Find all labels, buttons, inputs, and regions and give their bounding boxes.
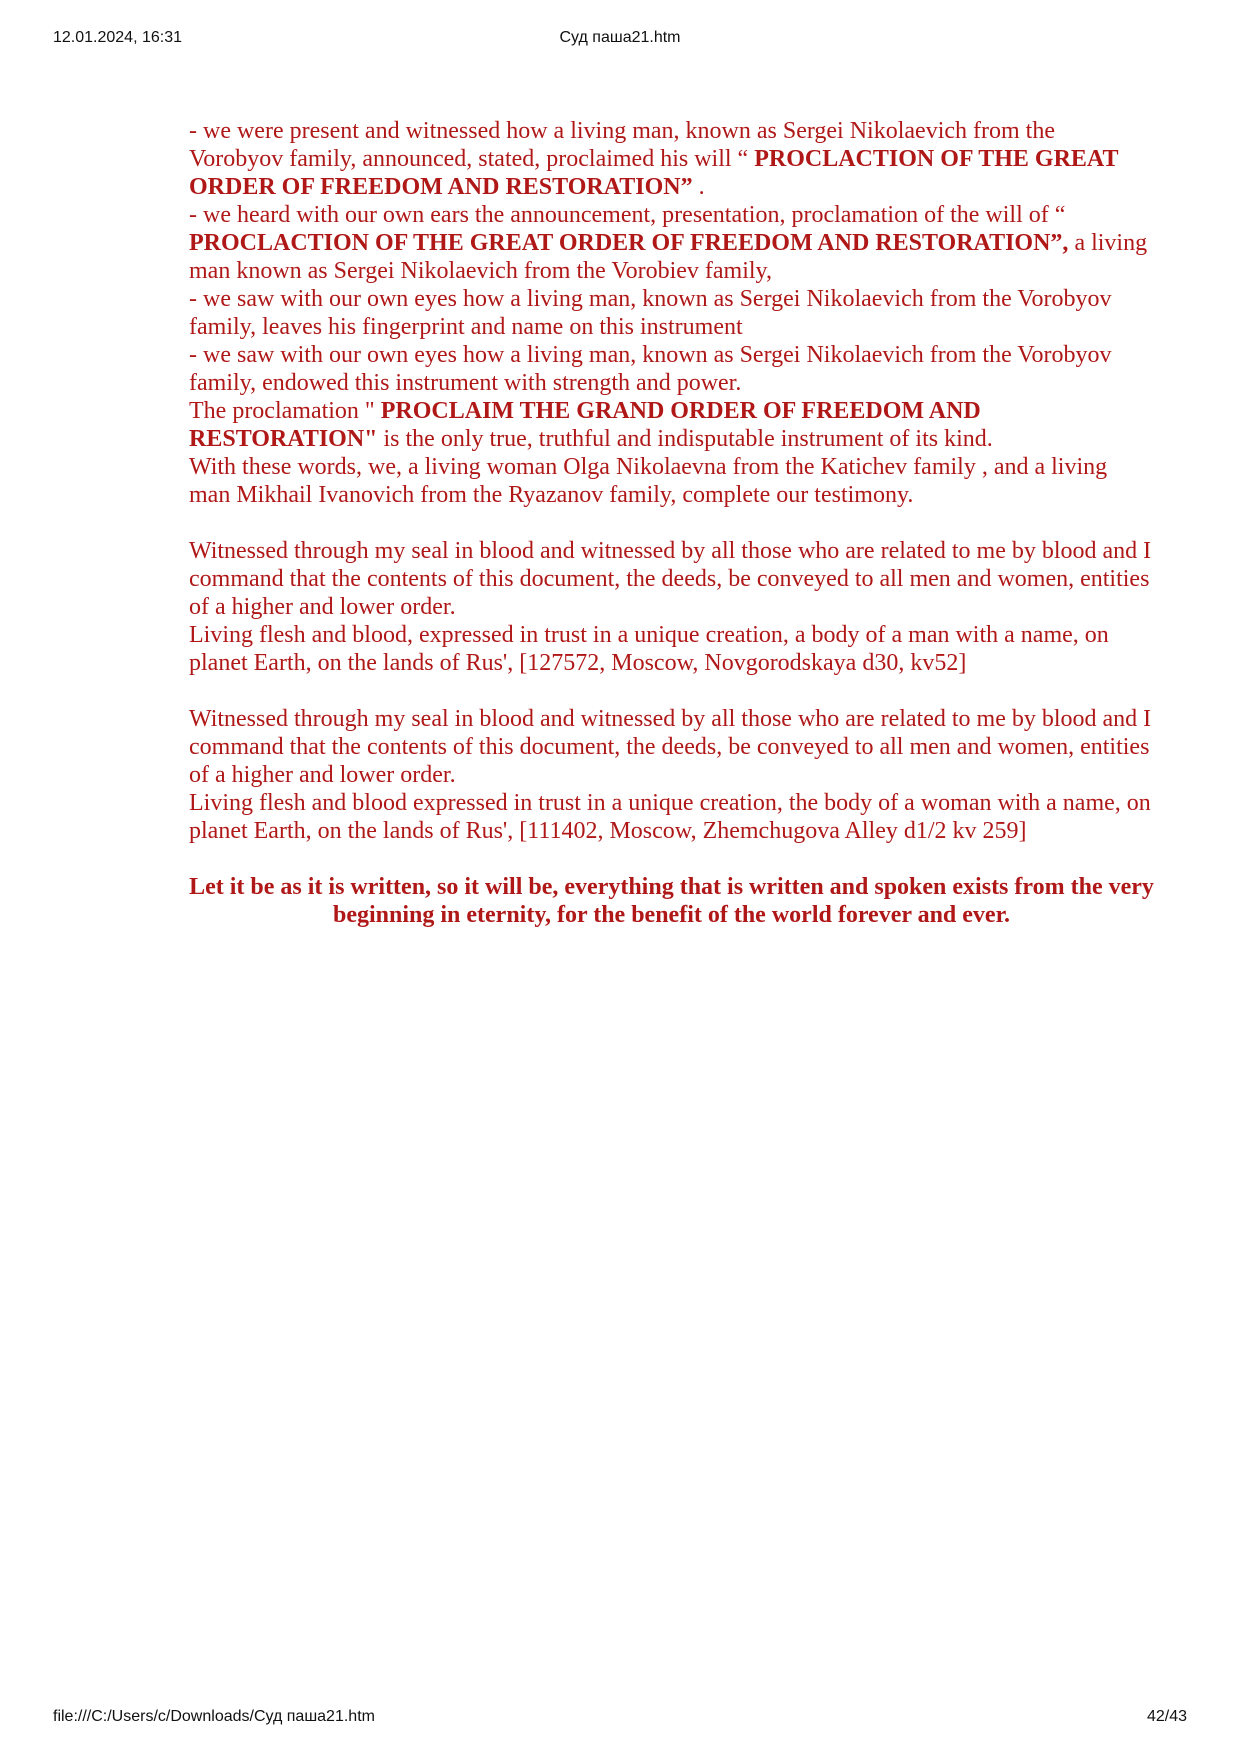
paragraph-present-witnessed (189, 117, 1154, 201)
closing-statement: Let it be as it is written, so it will be, everything that is written and spoken exists from the very beginning in eternity, for the benefit of the world forever and ever. (189, 874, 1154, 928)
paragraph-testimony: With these words, we, a living woman Olga Nikolaevna from the Katichev family , and a living man Mikhail Ivanovich from the Ryazanov family, complete our testimony. (189, 454, 1108, 508)
paragraph-proclamation (189, 397, 1154, 453)
paragraph-strength: - we saw with our own eyes how a living man, known as Sergei Nikolaevich from the Vorobyov family, endowed this instrument with strength and power. (189, 342, 1112, 396)
page-number: 42/43 (1146, 1708, 1187, 1725)
text-run: a living man known as Sergei Nikolaevich from the Vorobiev family, (189, 230, 1148, 284)
spacer (189, 509, 1154, 537)
text-run: - we were present and witnessed how a living man, known as Sergei Nikolaevich from the Vorobyov family, announced, stated, proclaimed his will “ (189, 118, 1055, 172)
text-run: The proclamation " (189, 398, 381, 424)
page-title: Суд паша21.htm (559, 29, 681, 46)
print-datetime: 12.01.2024, 16:31 (53, 29, 183, 46)
spacer (189, 845, 1154, 873)
bold-run: PROCLACTION OF THE GREAT ORDER OF FREEDOM AND RESTORATION” (189, 146, 1119, 200)
paragraph-seal-woman: Witnessed through my seal in blood and witnessed by all those who are related to me by blood and I command that the contents of this document, the deeds, be conveyed to all men and women, entities of a higher and lower order. (189, 706, 1152, 788)
paragraph-seal-man: Witnessed through my seal in blood and witnessed by all those who are related to me by blood and I command that the contents of this document, the deeds, be conveyed to all men and women, entities of a higher and lower order. (189, 538, 1152, 620)
paragraph-fingerprint: - we saw with our own eyes how a living man, known as Sergei Nikolaevich from the Vorobyov family, leaves his fingerprint and name on this instrument (189, 286, 1112, 340)
paragraph-flesh-man: Living flesh and blood, expressed in trust in a unique creation, a body of a man with a name, on planet Earth, on the lands of Rus', [127572, Moscow, Novgorodskaya d30, kv52] (189, 622, 1109, 676)
bold-run: PROCLACTION OF THE GREAT ORDER OF FREEDOM AND RESTORATION”, (189, 230, 1069, 256)
text-run: is the only true, truthful and indisputable instrument of its kind. (377, 426, 993, 452)
document-body (189, 117, 1154, 929)
bold-run: PROCLAIM THE GRAND ORDER OF FREEDOM AND RESTORATION" (189, 398, 981, 452)
text-run: - we heard with our own ears the announcement, presentation, proclamation of the will of “ (189, 202, 1066, 228)
spacer (189, 677, 1154, 705)
paragraph-heard (189, 201, 1154, 285)
paragraph-flesh-woman: Living flesh and blood expressed in trust in a unique creation, the body of a woman with a name, on planet Earth, on the lands of Rus', [111402, Moscow, Zhemchugova Alley d1/2 kv 259] (189, 790, 1151, 844)
file-path: file:///C:/Users/c/Downloads/Суд паша21.htm (53, 1708, 375, 1725)
text-run: . (692, 174, 705, 200)
